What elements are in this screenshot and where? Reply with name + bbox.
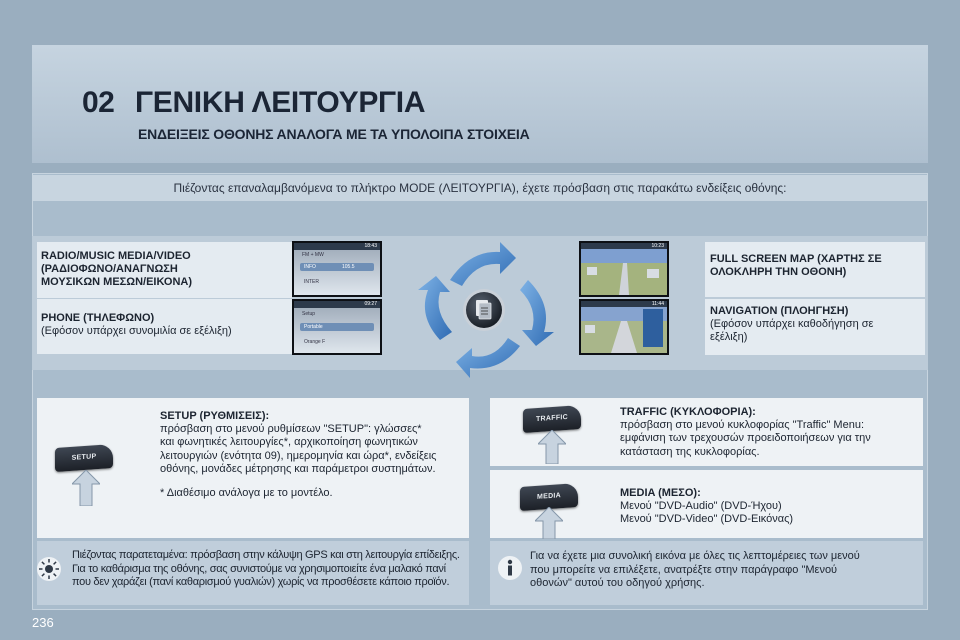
arrow-down-icon xyxy=(520,280,554,346)
tip-left-line: που δεν χαράζει (πανί καθαρισμού γυαλιών) χωρίς να προσθέσετε κάποιο προϊόν. xyxy=(72,576,450,588)
arrow-up-press-icon xyxy=(538,430,566,464)
mode-fullmap-line2: ΟΛΟΚΛΗΡΗ ΤΗΝ ΟΘΟΝΗ) xyxy=(710,266,847,278)
radio-screen-item1: FM + MW xyxy=(302,252,324,258)
mode-navigation-title: NAVIGATION (ΠΛΟΗΓΗΣΗ) xyxy=(710,305,849,317)
tip-left-line: Για το καθάρισμα της οθόνης, σας συνιστούμε να χρησιμοποιείτε ένα μαλακό πανί xyxy=(72,562,446,575)
radio-screen-item2: INFO xyxy=(304,264,316,270)
mode-phone xyxy=(37,299,292,354)
mode-navigation-line1: (Εφόσον υπάρχει καθοδήγηση σε xyxy=(710,318,874,330)
tip-right-line: Για να έχετε μια συνολική εικόνα με όλες τις λεπτομέρειες των μενού xyxy=(530,550,860,562)
setup-line: οθόνης, μονάδες μέτρησης και παράμετροι συστημάτων. xyxy=(160,462,436,475)
mode-button-icon xyxy=(463,289,505,331)
radio-screen-item3: INTER xyxy=(304,279,319,285)
navigation-screen-image xyxy=(579,299,669,355)
traffic-button-image: TRAFFIC xyxy=(523,405,581,433)
sun-icon xyxy=(36,556,62,582)
fullmap-screen-image xyxy=(579,241,669,297)
arrow-right-icon xyxy=(450,242,516,286)
setup-title: SETUP (ΡΥΘΜΙΣΕΙΣ): xyxy=(160,410,270,422)
tip-right-text xyxy=(530,550,920,591)
media-description xyxy=(620,487,920,527)
arrow-up-press-icon xyxy=(535,507,563,539)
mode-navigation-line2: εξέλιξη) xyxy=(710,331,748,343)
mode-cycle-diagram xyxy=(400,228,570,388)
page-number: 236 xyxy=(32,615,54,630)
traffic-description xyxy=(620,406,920,459)
mode-fullmap xyxy=(705,242,925,297)
setup-description xyxy=(160,410,460,476)
traffic-line: πρόσβαση στο μενού κυκλοφορίας "Traffic" Menu: xyxy=(620,419,865,432)
fullmap-screen-time: 10:23 xyxy=(651,243,664,249)
mode-navigation xyxy=(705,299,925,355)
media-title: MEDIA (ΜΕΣΟ): xyxy=(620,487,701,499)
radio-screen-image xyxy=(292,241,382,297)
chapter-subtitle: ΕΝΔΕΙΞΕΙΣ ΟΘΟΝΗΣ ΑΝΑΛΟΓΑ ΜΕ ΤΑ ΥΠΟΛΟΙΠΑ ΣΤΟΙΧΕΙΑ xyxy=(138,126,530,142)
traffic-title: TRAFFIC (ΚΥΚΛΟΦΟΡΙΑ): xyxy=(620,406,756,418)
mode-radio-line1: RADIO/MUSIC MEDIA/VIDEO xyxy=(41,250,191,262)
mode-phone-desc: (Εφόσον υπάρχει συνομιλία σε εξέλιξη) xyxy=(41,325,232,337)
phone-screen-item2: Portable xyxy=(304,324,323,330)
traffic-line: εμφάνιση των τρεχουσών προειδοποιήσεων για την xyxy=(620,432,871,445)
phone-screen-item1: Setup xyxy=(302,311,316,317)
arrow-up-icon xyxy=(418,276,452,340)
mode-radio xyxy=(37,242,292,298)
info-icon xyxy=(497,555,523,581)
arrow-up-press-icon xyxy=(72,470,100,506)
mode-fullmap-line1: FULL SCREEN MAP (ΧΑΡΤΗΣ ΣΕ xyxy=(710,253,882,265)
intro-text: Πιέζοντας επαναλαμβανόμενα το πλήκτρο MODE (ΛΕΙΤΟΥΡΓΙΑ), έχετε πρόσβαση στις παρακάτω ενδείξεις οθόνης: xyxy=(32,175,928,201)
phone-screen-time: 09:27 xyxy=(364,301,377,307)
chapter-number: 02 xyxy=(82,86,115,119)
tip-left-line: Πιέζοντας παρατεταμένα: πρόσβαση στην κάλυψη GPS και στη λειτουργία επίδειξης. xyxy=(72,549,460,561)
tip-left-text xyxy=(72,549,464,590)
phone-screen-image xyxy=(292,299,382,355)
radio-screen-time: 18:43 xyxy=(364,243,377,249)
traffic-line: κατάσταση της κυκλοφορίας. xyxy=(620,445,760,458)
setup-footnote: * Διαθέσιμο ανάλογα με το μοντέλο. xyxy=(160,487,333,499)
navigation-screen-time: 11:44 xyxy=(651,301,664,307)
phone-screen-item3: Orange F xyxy=(304,339,326,345)
media-line: Μενού "DVD-Audio" (DVD-Ήχου) xyxy=(620,500,782,513)
mode-radio-line3: ΜΟΥΣΙΚΩΝ ΜΕΣΩΝ/ΕΙΚΟΝΑ) xyxy=(41,276,193,288)
setup-line: λειτουργιών (ενότητα 09), ημερομηνία και ώρα*, ενδείξεις xyxy=(160,449,437,462)
chapter-title: ΓΕΝΙΚΗ ΛΕΙΤΟΥΡΓΙΑ xyxy=(135,86,426,119)
radio-screen-freq: 105.5 xyxy=(342,264,355,270)
setup-line: και φωνητικές λειτουργίες*, αρχικοποίηση φωνητικών xyxy=(160,436,418,449)
mode-radio-line2: (ΡΑΔΙΟΦΩΝΟ/ΑΝΑΓΝΩΣΗ xyxy=(41,263,178,275)
mode-phone-title: PHONE (ΤΗΛΕΦΩΝΟ) xyxy=(41,312,155,324)
tip-right-line: οθονών" αυτού του οδηγού χρήσης. xyxy=(530,577,705,589)
tip-right-line: που μπορείτε να επιλέξετε, ανατρέξτε στην παράγραφο "Μενού xyxy=(530,563,838,576)
setup-line: πρόσβαση στο μενού ρυθμίσεων "SETUP": γλώσσες* xyxy=(160,423,422,436)
media-line: Μενού "DVD-Video" (DVD-Εικόνας) xyxy=(620,513,794,526)
arrow-left-icon xyxy=(456,338,520,378)
setup-button-image: SETUP xyxy=(55,444,113,472)
media-button-image: MEDIA xyxy=(520,483,578,511)
